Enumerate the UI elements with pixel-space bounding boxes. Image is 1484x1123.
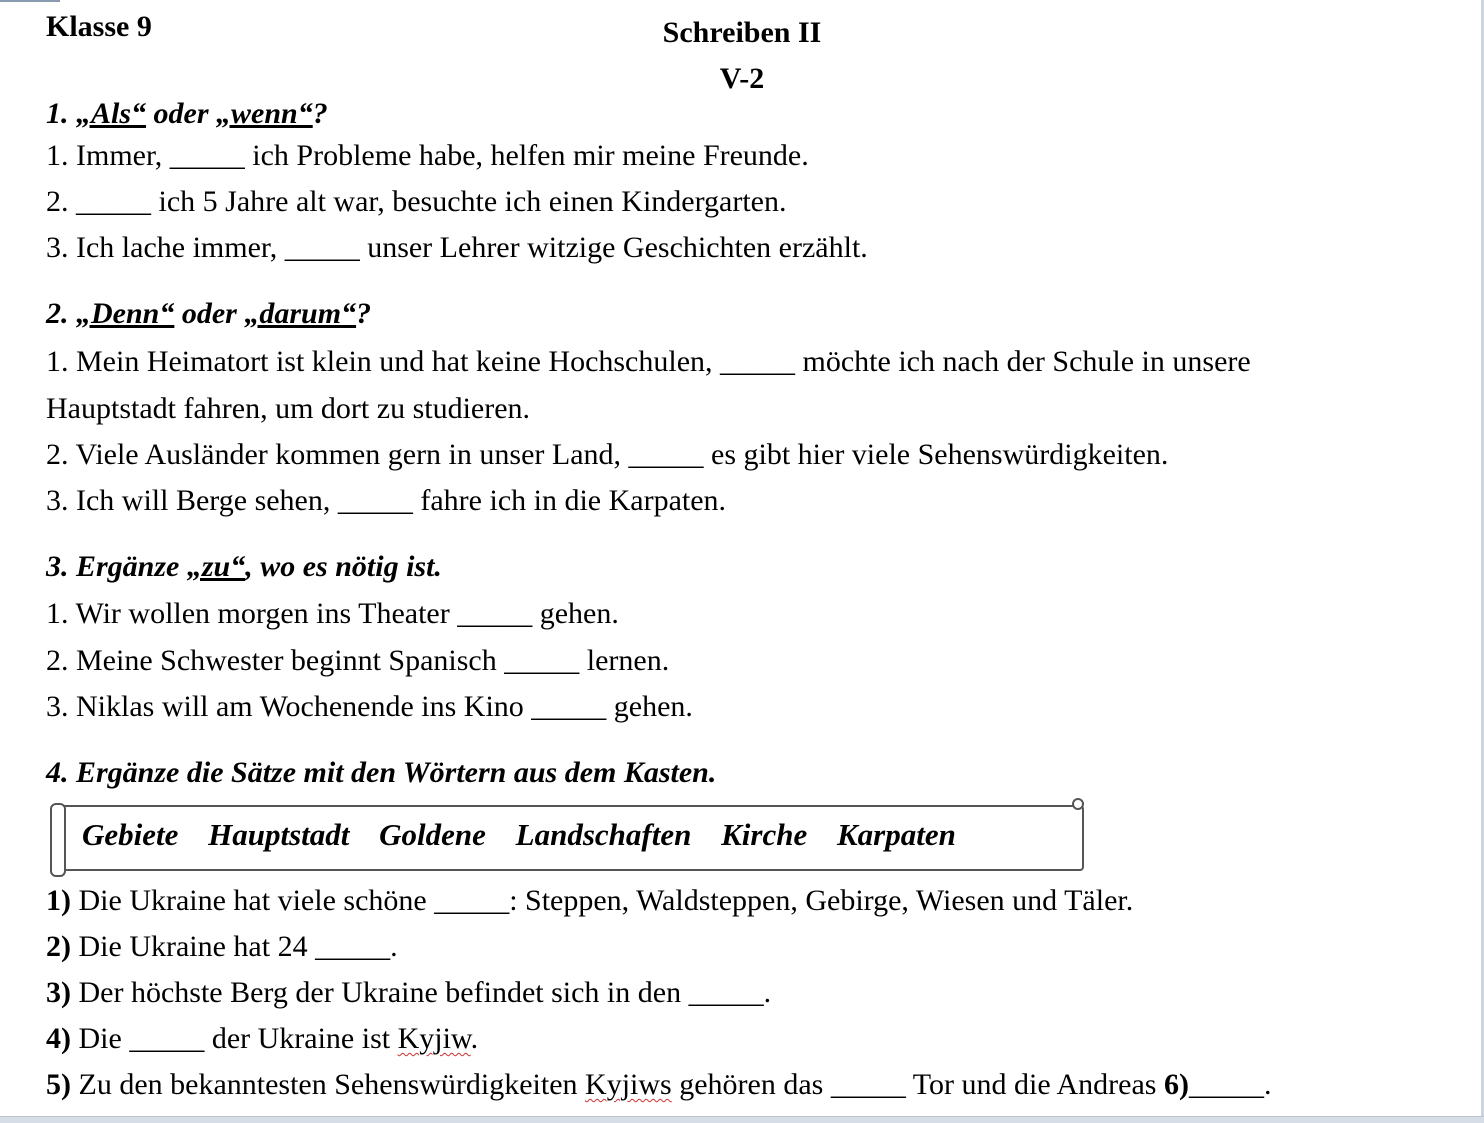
worksheet-title: Schreiben II (662, 16, 822, 49)
task2-number: 2. (46, 297, 69, 330)
task1-word-b: „wenn“ (216, 97, 313, 130)
task3-heading (46, 549, 442, 585)
task4-sentence-4-text: Die _____ der Ukraine ist (71, 1022, 398, 1055)
task3-item-3: 3. Niklas will am Wochenende ins Kino _____ gehen. (46, 690, 693, 723)
task1-item-3: 3. Ich lache immer, _____ unser Lehrer witzige Geschichten erzählt. (46, 231, 868, 264)
task2-item-1-continued: Hauptstadt fahren, um dort zu studieren. (46, 392, 531, 425)
task2-item-1: 1. Mein Heimatort ist klein und hat keine Hochschulen, _____ möchte ich nach der Schule in unsere (46, 345, 1251, 378)
window-edge-bottom (0, 1116, 1484, 1123)
task1-number: 1. (46, 97, 69, 130)
task3-prefix: 3. Ergänze (46, 550, 180, 583)
task4-sentence-1-number: 1) (46, 884, 71, 917)
task2-word-b: „darum“ (244, 297, 357, 330)
word-box-words (82, 817, 978, 853)
word-box-scroll-knob (1072, 798, 1084, 810)
spellcheck-word: Kyjiw (397, 1022, 471, 1055)
task4-sentence-1 (46, 883, 1133, 919)
task4-sentence-5-text: Zu den bekanntesten Sehenswürdigkeiten (71, 1068, 586, 1101)
task2-word-a: „Denn“ (76, 297, 175, 330)
task1-item-2: 2. _____ ich 5 Jahre alt war, besuchte ich einen Kindergarten. (46, 185, 787, 218)
task2-item-3: 3. Ich will Berge sehen, _____ fahre ich in die Karpaten. (46, 484, 727, 517)
word-box-item: Hauptstadt (208, 817, 350, 852)
task4-sentence-2-number: 2) (46, 930, 71, 963)
task4-heading: 4. Ergänze die Sätze mit den Wörtern aus dem Kasten. (46, 756, 717, 789)
word-box-scroll-edge (50, 803, 66, 877)
task4-sentence-3-number: 3) (46, 976, 71, 1009)
task4-sentence-3-text: Der höchste Berg der Ukraine befindet sich in den _____. (71, 976, 772, 1009)
task4-sentence-6-number: 6) (1163, 1068, 1189, 1101)
task4-sentence-1-text: Die Ukraine hat viele schöne _____: Steppen, Waldsteppen, Gebirge, Wiesen und Täler. (71, 884, 1134, 917)
worksheet-header (0, 10, 1484, 102)
word-box-item: Gebiete (82, 817, 179, 852)
task4-sentence-2-text: Die Ukraine hat 24 _____. (71, 930, 398, 963)
spellcheck-word: Kyjiws (585, 1068, 672, 1101)
task4-sentence-2 (46, 929, 398, 965)
task4-sentence-4-number: 4) (46, 1022, 71, 1055)
task2-connector: oder (181, 297, 237, 330)
task1-word-a: „Als“ (76, 97, 147, 130)
task2-item-2: 2. Viele Ausländer kommen gern in unser Land, _____ es gibt hier viele Sehenswürdigkeiten. (46, 438, 1169, 471)
task3-item-1: 1. Wir wollen morgen ins Theater _____ gehen. (46, 597, 619, 630)
task4-sentence-4-end: . (470, 1022, 479, 1055)
word-box-item: Kirche (721, 817, 808, 852)
task1-item-1: 1. Immer, _____ ich Probleme habe, helfen mir meine Freunde. (46, 139, 809, 172)
task4-sentence-6-text: _____. (1188, 1068, 1272, 1101)
task1-end: ? (312, 97, 328, 130)
task4-sentence-5 (46, 1067, 1271, 1103)
window-edge-top (0, 0, 60, 2)
task4-sentence-5-number: 5) (46, 1068, 71, 1101)
task2-end: ? (356, 297, 372, 330)
word-box (50, 805, 1084, 871)
task4-sentence-4 (46, 1021, 478, 1057)
task1-heading (46, 96, 328, 132)
word-box-item: Landschaften (515, 817, 692, 852)
task3-suffix: , wo es nötig ist. (245, 550, 442, 583)
worksheet-variant: V-2 (719, 62, 765, 95)
task2-heading (46, 296, 371, 332)
task3-word: „zu“ (186, 550, 246, 583)
task4-sentence-5-text-end: gehören das _____ Tor und die Andreas (671, 1068, 1164, 1101)
task4-sentence-3 (46, 975, 771, 1011)
word-box-item: Karpaten (836, 817, 956, 852)
class-label: Klasse 9 (46, 10, 152, 43)
task3-item-2: 2. Meine Schwester beginnt Spanisch _____ lernen. (46, 644, 670, 677)
word-box-item: Goldene (379, 817, 486, 852)
task1-connector: oder (153, 97, 209, 130)
